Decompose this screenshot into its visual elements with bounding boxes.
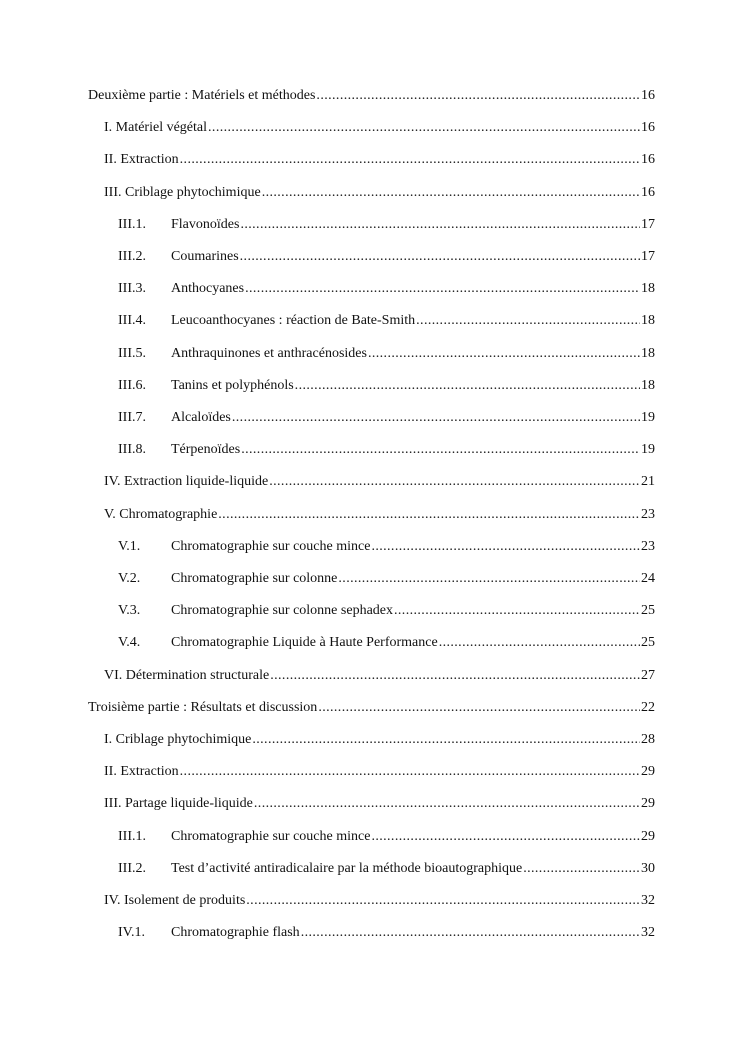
toc-dot-leader — [218, 505, 640, 525]
toc-entry-level-1[interactable] — [88, 698, 655, 718]
toc-entry-number: III.7. — [118, 410, 146, 425]
toc-page-number: 16 — [641, 88, 655, 103]
toc-entry-label: Alcaloïdes — [171, 410, 231, 425]
toc-dot-leader — [394, 601, 640, 621]
toc-entry-number: V.1. — [118, 538, 141, 554]
toc-entry-level-1[interactable] — [88, 86, 655, 106]
toc-entry-label: Flavonoïdes — [171, 216, 240, 232]
toc-page-number: 16 — [641, 184, 655, 200]
toc-entry-label: Deuxième partie : Matériels et méthodes — [88, 88, 316, 103]
toc-entry-level-3[interactable] — [118, 923, 655, 943]
toc-entry-level-3[interactable] — [118, 633, 655, 653]
toc-entry-number: V.2. — [118, 571, 141, 586]
toc-page-number: 16 — [641, 152, 655, 168]
toc-dot-leader — [180, 762, 640, 782]
toc-dot-leader — [241, 440, 640, 460]
toc-entry-label: Térpenoïdes — [171, 442, 241, 458]
toc-page-number: 25 — [641, 635, 655, 651]
toc-entry-label: IV. Isolement de produits — [104, 893, 246, 908]
toc-entry-number: III.6. — [118, 377, 146, 393]
toc-entry-number: III.1. — [118, 216, 146, 232]
toc-page-number: 23 — [641, 506, 655, 522]
toc-page-number: 22 — [641, 699, 655, 715]
toc-entry-number: V.3. — [118, 603, 141, 619]
toc-page-number: 18 — [641, 377, 655, 393]
toc-entry-label: II. Extraction — [104, 152, 179, 168]
toc-page-number: 29 — [641, 828, 655, 844]
toc-page-number: 16 — [641, 120, 655, 136]
toc-page-number: 25 — [641, 603, 655, 619]
toc-page-number: 18 — [641, 313, 655, 329]
toc-entry-label: Tanins et polyphénols — [171, 377, 294, 393]
toc-dot-leader — [245, 279, 640, 299]
toc-dot-leader — [252, 730, 640, 750]
toc-dot-leader — [240, 215, 640, 235]
toc-entry-label: Chromatographie flash — [171, 925, 300, 941]
toc-entry-label: Troisième partie : Résultats et discussion — [88, 699, 318, 715]
toc-dot-leader — [416, 311, 640, 331]
toc-entry-level-3[interactable] — [118, 537, 655, 557]
toc-entry-level-3[interactable] — [118, 601, 655, 621]
toc-entry-level-3[interactable] — [118, 247, 655, 267]
toc-entry-level-2[interactable] — [104, 730, 655, 750]
toc-entry-label: II. Extraction — [104, 764, 179, 780]
toc-entry-label: I. Criblage phytochimique — [104, 732, 252, 747]
toc-entry-number: III.4. — [118, 313, 146, 329]
toc-page-number: 17 — [641, 216, 655, 232]
toc-page-number: 21 — [641, 474, 655, 490]
toc-dot-leader — [180, 150, 640, 170]
toc-entry-number: III.3. — [118, 281, 146, 297]
toc-entry-level-3[interactable] — [118, 311, 655, 331]
toc-entry-label: Coumarines — [171, 249, 239, 264]
toc-entry-label: Test d’activité antiradicalaire par la méthode bioautographique — [171, 860, 523, 876]
toc-entry-label: Chromatographie sur couche mince — [171, 538, 371, 554]
toc-dot-leader — [439, 633, 640, 653]
toc-entry-label: Anthraquinones et anthracénosides — [171, 345, 367, 361]
toc-entry-level-2[interactable] — [104, 505, 655, 525]
toc-entry-level-3[interactable] — [118, 344, 655, 364]
toc-entry-level-3[interactable] — [118, 408, 655, 428]
toc-entry-level-2[interactable] — [104, 666, 655, 686]
toc-entry-number: V.4. — [118, 635, 141, 651]
toc-page-number: 19 — [641, 442, 655, 458]
toc-entry-level-3[interactable] — [118, 859, 655, 879]
toc-entry-label: Chromatographie Liquide à Haute Performance — [171, 635, 438, 651]
toc-page-number: 17 — [641, 249, 655, 264]
toc-entry-level-3[interactable] — [118, 376, 655, 396]
toc-dot-leader — [246, 891, 640, 911]
toc-entry-level-2[interactable] — [104, 150, 655, 170]
toc-entry-level-3[interactable] — [118, 215, 655, 235]
toc-page-number: 23 — [641, 538, 655, 554]
toc-entry-label: Chromatographie sur colonne sephadex — [171, 603, 393, 619]
toc-entry-level-3[interactable] — [118, 440, 655, 460]
toc-entry-label: III. Criblage phytochimique — [104, 184, 261, 200]
toc-dot-leader — [270, 666, 640, 686]
toc-entry-level-2[interactable] — [104, 472, 655, 492]
toc-dot-leader — [208, 118, 640, 138]
toc-entry-level-2[interactable] — [104, 183, 655, 203]
toc-entry-number: III.1. — [118, 828, 146, 844]
toc-dot-leader — [269, 472, 640, 492]
toc-entry-label: Chromatographie sur colonne — [171, 571, 338, 586]
toc-dot-leader — [240, 247, 640, 267]
toc-entry-number: III.2. — [118, 249, 146, 264]
toc-page-number: 18 — [641, 345, 655, 361]
toc-page-number: 30 — [641, 860, 655, 876]
toc-dot-leader — [301, 923, 640, 943]
toc-page-number: 27 — [641, 667, 655, 683]
toc-page-number: 29 — [641, 796, 655, 812]
toc-entry-level-2[interactable] — [104, 118, 655, 138]
toc-entry-label: Leucoanthocyanes : réaction de Bate-Smith — [171, 313, 416, 329]
toc-dot-leader — [368, 344, 640, 364]
toc-entry-number: III.8. — [118, 442, 146, 458]
toc-dot-leader — [254, 794, 640, 814]
toc-page-number: 24 — [641, 571, 655, 586]
toc-entry-level-3[interactable] — [118, 827, 655, 847]
toc-entry-number: III.2. — [118, 860, 146, 876]
toc-entry-level-3[interactable] — [118, 569, 655, 589]
toc-page-number: 32 — [641, 893, 655, 908]
toc-entry-level-2[interactable] — [104, 794, 655, 814]
toc-entry-label: III. Partage liquide-liquide — [104, 796, 253, 812]
toc-entry-label: VI. Détermination structurale — [104, 667, 270, 683]
toc-dot-leader — [316, 86, 640, 106]
toc-dot-leader — [232, 408, 640, 428]
toc-entry-label: Chromatographie sur couche mince — [171, 828, 371, 844]
toc-dot-leader — [295, 376, 640, 396]
toc-entry-label: V. Chromatographie — [104, 506, 218, 522]
toc-dot-leader — [371, 827, 640, 847]
toc-page-number: 32 — [641, 925, 655, 941]
toc-dot-leader — [523, 859, 640, 879]
toc-entry-label: Anthocyanes — [171, 281, 245, 297]
toc-entry-label: I. Matériel végétal — [104, 120, 208, 136]
toc-page-number: 19 — [641, 410, 655, 425]
toc-dot-leader — [338, 569, 640, 589]
toc-entry-number: III.5. — [118, 345, 146, 361]
toc-dot-leader — [318, 698, 640, 718]
toc-entry-number: IV.1. — [118, 925, 145, 941]
toc-page-number: 29 — [641, 764, 655, 780]
toc-page-number: 28 — [641, 732, 655, 747]
toc-page-number: 18 — [641, 281, 655, 297]
toc-entry-label: IV. Extraction liquide-liquide — [104, 474, 269, 490]
toc-entry-level-2[interactable] — [104, 891, 655, 911]
toc-dot-leader — [262, 183, 640, 203]
toc-entry-level-3[interactable] — [118, 279, 655, 299]
toc-entry-level-2[interactable] — [104, 762, 655, 782]
toc-dot-leader — [371, 537, 640, 557]
